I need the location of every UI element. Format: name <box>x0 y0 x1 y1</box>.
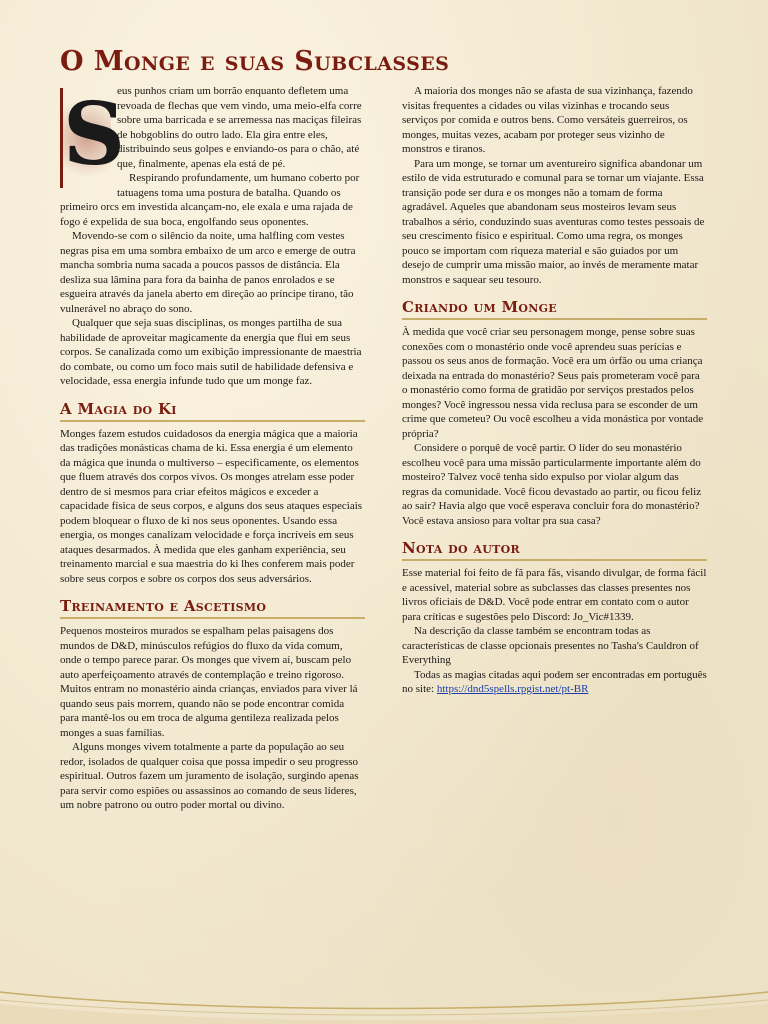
author-paragraph: Na descrição da classe também se encontram todas as características de classe opcionais presentes no Tasha's Cauldron of Everything <box>402 625 699 666</box>
creating-paragraph: À medida que você criar seu personagem monge, pense sobre suas conexões com o monastério onde você aprendeu suas perícias e passou os seus anos de formação. Você era um órfão ou uma criança deixada na entrada do monastério? Seus pais prometeram você para o monastério como forma de gratidão por serviços prestados pelos monges? Você ingressou nessa vida reclusa para se esconder de um crime que cometeu? Ou você escolheu a vida monástica por vontade própria? <box>402 326 704 440</box>
section-heading-creating: Criando um Monge <box>402 297 707 320</box>
training-paragraph: Alguns monges vivem totalmente a parte da população ao seu redor, isolados de qualquer coisa que possa impedir o seu progresso espiritual. Outros fazem um juramento de isolação, surgindo apenas para servir como espiões ou assassinos ao comando de seus líderes, um nobre patrono ou outro poder mortal ou divino. <box>60 741 359 811</box>
page-title: O Monge e suas Subclasses <box>60 46 450 77</box>
drop-cap-letter: S <box>60 88 111 188</box>
intro-paragraph: Respirando profundamente, um humano coberto por tatuagens toma uma postura de batalha. Quando os primeiro orcs em investida alcançam-no, ele exala e uma rajada de fogo é expelida de sua boca, engolfando seus oponentes. <box>60 172 360 228</box>
right-intro-paragraph: Para um monge, se tornar um aventureiro significa abandonar um estilo de vida estruturado e comunal para se tornar um viajante. Essa transição pode ser dura e os monges não a tomam de forma agradável. Aqueles que abandonam seus mosteiros levam seus trabalhos a sério, conduzindo suas aventuras como testes pessoais de seu crescimento físico e espiritual. Como uma regra, os monges pouco se importam com riqueza material e são guiados por um desejo de cumprir uma missão maior, ao invés de meramente matar monstros e saquear seu tesouro. <box>402 157 705 286</box>
spells-link[interactable]: https://dnd5spells.rpgist.net/pt-BR <box>436 683 589 695</box>
right-intro-paragraph: A maioria dos monges não se afasta de sua vizinhança, fazendo visitas frequentes a cidades ou vilas vizinhas e trocando seus serviços por comida e outros bens. Como versáteis guerreiros, os monges, muitas vezes, acabam por proteger seus vizinho de monstros e tiranos. <box>402 85 693 155</box>
section-heading-ki: A Magia do Ki <box>60 399 365 422</box>
right-column <box>402 84 707 697</box>
spells-paragraph <box>402 668 707 697</box>
intro-section <box>60 84 365 389</box>
training-paragraph: Pequenos mosteiros murados se espalham pelas paisagens dos mundos de D&D, minúsculos refúgios do fluxo da vida comum, onde o tempo parece parar. Os monges que vivem aí, buscam pelo auto aperfeiçoamento através de contemplação e treino rigoroso. Muitos entram no monastério ainda crianças, enviados para viver lá quando seus pais morrem, quando não se pode encontrar comida para mantê-los ou em troca de alguma gentileza realizada pelos monges a suas famílias. <box>60 625 358 739</box>
ki-paragraph: Monges fazem estudos cuidadosos da energia mágica que a maioria das tradições monásticas chama de ki. Essa energia é um elemento da mágica que inunda o multiverso – especificamente, os elementos que fluem através dos corpos vivos. Os monges atrelam esse poder dentro de si mesmos para criar efeitos mágicos e exceder a capacidade física de seus corpos, e alguns dos seus ataques especiais podem bloquear o fluxo de ki nos seus oponentes. Usando essa energia, os monges canalizam velocidade e força incríveis em seus ataques desarmados. À medida que eles ganham experiência, seu treinamento marcial e sua maestria do ki lhes conferem mais poder sobre seus corpos e sobre os corpos dos seus adversários. <box>60 427 363 585</box>
author-paragraph: Esse material foi feito de fã para fãs, visando divulgar, de forma fácil e acessível, material sobre as subclasses das classes presentes nos livros oficiais de D&D. Você pode entrar em contato com o autor para críticas e sugestões pelo Discord: Jo_Vic#1339. <box>402 567 707 623</box>
page-footer-ornament <box>0 974 768 1024</box>
spells-text: Todas as magias citadas aqui podem ser encontradas em português no site: <box>402 668 707 695</box>
left-column <box>60 84 365 813</box>
intro-paragraph: Qualquer que seja suas disciplinas, os monges partilha de sua habilidade de aproveitar magicamente da energia que flui em seus corpos. Se canalizada como um exibição impressionante de maestria do combate, ou como um foco mais sutil de habilidade defensiva e velocidade, essa energia infunde tudo que um monge faz. <box>60 317 362 387</box>
section-heading-training: Treinamento e Ascetismo <box>60 596 365 619</box>
intro-paragraph: Movendo-se com o silêncio da noite, uma halfling com vestes negras pisa em uma sombra embaixo de um arco e emerge de outra mancha sombria numa sacada a poucos passos de distância. Ela desliza sua lâmina para fora da bainha de panos enrolados e se esgueira através da janela aberto em direção ao príncipe tirano, tão vulnerável no abraço do sono. <box>60 230 356 315</box>
intro-paragraph: eus punhos criam um borrão enquanto defletem uma revoada de flechas que vem vindo, uma meio-elfa corre sobre uma barricada e se arremessa nas maciças fileiras de hobgoblins do outro lado. Ela gira entre eles, distribuindo seus golpes e enviando-os para o chão, até que, finalmente, apenas ela está de pé. <box>117 85 362 170</box>
creating-paragraph: Considere o porquê de você partir. O líder do seu monastério escolheu você para uma missão particularmente importante além do mosteiro? Talvez você tenha sido expulso por violar algum das regras da comunidade. Você ficou devastado ao partir, ou ficou feliz ao sair? Havia algo que você esperava concluir fora do monastério? Você estava ansioso para voltar pra sua casa? <box>402 442 702 527</box>
section-heading-author-note: Nota do autor <box>402 538 707 561</box>
